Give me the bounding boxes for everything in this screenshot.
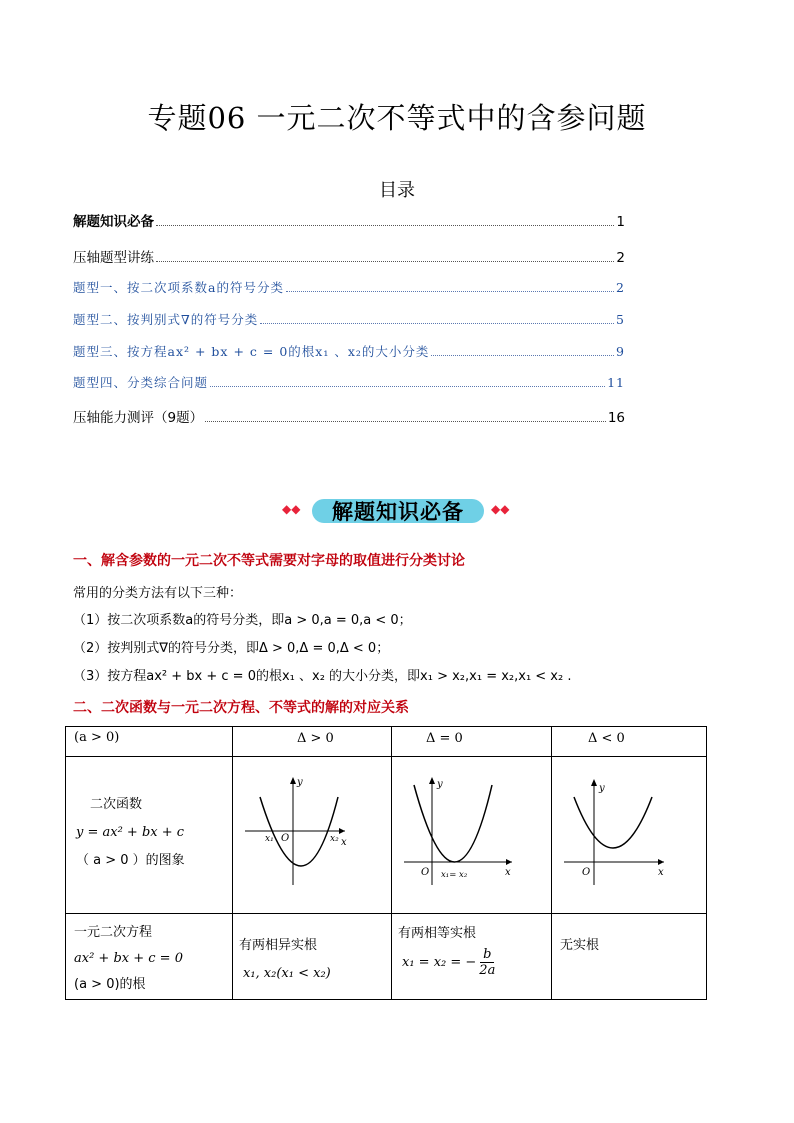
y-label: y [599, 783, 605, 794]
toc-entry-label: 题型四、分类综合问题 [73, 375, 209, 390]
toc-entry-label: 压轴题型讲练 [73, 250, 154, 266]
toc-leader [156, 224, 614, 226]
diamond-left-icon: ◆◆ [282, 502, 301, 516]
x-label: x [658, 867, 664, 878]
section1-item-3: （3）按方程ax² + bx + c = 0的根x₁ 、x₂ 的大小分类，即x₁ > x₂,x₁ = x₂,x₁ < x₂ . [73, 669, 572, 684]
roots-row-label [66, 914, 232, 998]
toc-heading: 目录 [379, 180, 415, 201]
toc-entry-page: 11 [607, 375, 625, 390]
y-label: y [297, 777, 303, 788]
relation-table [65, 726, 707, 1000]
toc-entry-page: 16 [607, 410, 625, 426]
section1-heading: 一、解含参数的一元二次不等式需要对字母的取值进行分类讨论 [73, 553, 465, 569]
section1-intro: 常用的分类方法有以下三种： [73, 586, 243, 601]
table-cell [66, 914, 233, 1000]
y-axis-arrow-icon [429, 777, 435, 784]
header-delta-pos: Δ > 0 [297, 731, 334, 746]
label-graph-of: （ a > 0 ）的图象 [76, 853, 185, 868]
toc-leader [431, 354, 614, 356]
table-cell [66, 727, 233, 757]
section-banner [0, 494, 794, 528]
root-x1-label: x₁ [265, 834, 274, 844]
table-cell [233, 914, 392, 1000]
root-x2-label: x₂ [330, 834, 339, 844]
double-root-label: x₁= x₂ [441, 870, 468, 880]
section1-item-1: （1）按二次项系数a的符号分类，即a > 0,a = 0,a < 0； [73, 613, 412, 628]
formula-lhs: x₁ = x₂ = − [402, 955, 477, 970]
toc-entry-test[interactable] [73, 406, 625, 426]
two-distinct-roots-text: 有两相异实根 [239, 938, 318, 953]
toc-entry-type4[interactable] [73, 373, 625, 391]
x-axis-arrow-icon [339, 828, 345, 834]
diamond-right-icon: ◆◆ [491, 502, 510, 516]
header-delta-neg: Δ < 0 [588, 731, 625, 746]
origin-label: O [582, 867, 591, 878]
toc-entry-label: 题型二、按判别式∇的符号分类 [73, 312, 259, 327]
y-label: y [437, 779, 443, 790]
toc-entry-label: 压轴能力测评（9题） [73, 410, 204, 426]
table-cell [233, 757, 392, 914]
table-cell [392, 727, 552, 757]
toc-entry-page: 2 [616, 280, 625, 295]
no-real-roots-text: 无实根 [560, 938, 600, 953]
table-row-roots [66, 914, 707, 1000]
table-cell [552, 914, 707, 1000]
graph-row-label [66, 757, 232, 875]
table-cell [233, 727, 392, 757]
y-axis-arrow-icon [290, 777, 296, 784]
page-title: 专题06 一元二次不等式中的含参问题 [147, 101, 647, 135]
toc-entry-type1[interactable] [73, 278, 625, 296]
table-cell [552, 757, 707, 914]
banner-label: 解题知识必备 [332, 500, 464, 524]
label-quadratic-function: 二次函数 [90, 797, 143, 812]
parabola-curve [574, 797, 652, 848]
toc-entry-knowledge[interactable] [73, 210, 625, 230]
toc-entry-type2[interactable] [73, 310, 625, 328]
x-axis-arrow-icon [658, 859, 664, 865]
toc-entry-practice[interactable] [73, 246, 625, 266]
graph-no-roots [552, 757, 706, 909]
header-a-pos: (a > 0) [74, 730, 120, 745]
x-label: x [341, 837, 347, 848]
toc-leader [260, 322, 614, 324]
toc-entry-page: 1 [616, 214, 625, 230]
toc-entry-label: 题型三、按方程ax² + bx + c = 0的根x₁ 、x₂的大小分类 [73, 344, 430, 359]
label-quadratic-equation: 一元二次方程 [74, 925, 153, 940]
graph-two-roots [233, 757, 391, 909]
label-roots-of: (a > 0)的根 [74, 977, 146, 992]
section1-item-2: （2）按判别式∇的符号分类，即Δ > 0,Δ = 0,Δ < 0； [73, 641, 390, 656]
roots-distinct [233, 914, 391, 988]
table-cell [392, 757, 552, 914]
two-equal-roots-formula [398, 947, 551, 978]
toc-entry-label: 解题知识必备 [73, 214, 154, 230]
toc-entry-type3[interactable] [73, 342, 625, 360]
toc-leader [156, 260, 614, 262]
toc-entry-label: 题型一、按二次项系数a的符号分类 [73, 280, 284, 295]
fraction-denominator: 2a [479, 963, 496, 978]
table-header-row [66, 727, 707, 757]
two-distinct-roots-formula: x₁, x₂(x₁ < x₂) [243, 966, 331, 981]
toc-entry-page: 5 [616, 312, 625, 327]
table-cell [552, 727, 707, 757]
roots-equal [392, 914, 551, 978]
label-equation-formula: ax² + bx + c = 0 [74, 951, 183, 966]
toc-leader [286, 290, 614, 292]
graph-one-root [392, 757, 551, 909]
section2-heading: 二、二次函数与一元二次方程、不等式的解的对应关系 [73, 700, 409, 716]
toc-entry-page: 2 [616, 250, 625, 266]
table-cell [392, 914, 552, 1000]
parabola-curve [414, 785, 492, 862]
toc-leader [210, 385, 605, 387]
fraction [479, 947, 495, 978]
two-equal-roots-text: 有两相等实根 [398, 926, 477, 941]
x-label: x [505, 867, 511, 878]
origin-label: O [421, 867, 430, 878]
toc-entry-page: 9 [616, 344, 625, 359]
y-axis-arrow-icon [591, 779, 597, 786]
table-cell [66, 757, 233, 914]
fraction-numerator: b [480, 947, 494, 963]
table-row-graph [66, 757, 707, 914]
origin-label: O [281, 833, 290, 844]
label-function-formula: y = ax² + bx + c [76, 825, 185, 840]
toc-leader [205, 420, 606, 422]
x-axis-arrow-icon [506, 859, 512, 865]
header-delta-zero: Δ = 0 [426, 731, 463, 746]
